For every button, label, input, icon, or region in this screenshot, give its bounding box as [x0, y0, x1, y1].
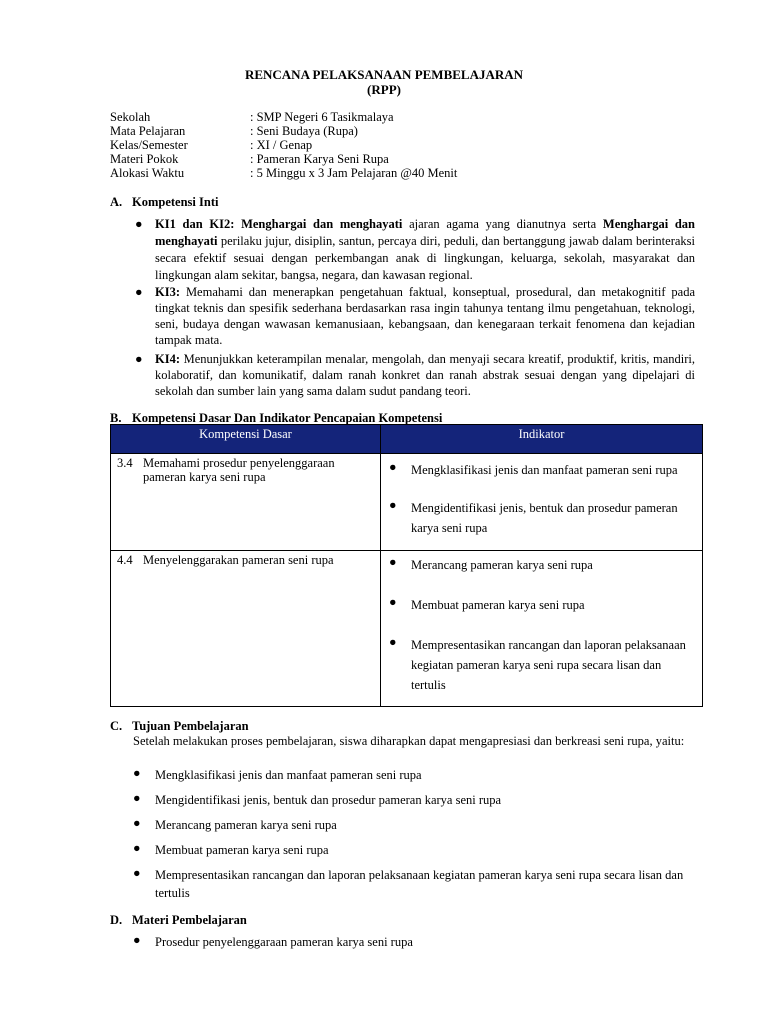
list-item — [381, 595, 702, 615]
ki4-item — [135, 351, 695, 399]
ki3-label: KI3: — [155, 285, 180, 299]
bullet-icon: ● — [389, 498, 397, 512]
bullet-icon: ● — [389, 595, 397, 609]
kd-text: Menyelenggarakan pameran seni rupa — [143, 553, 334, 567]
tujuan-intro: Setelah melakukan proses pembelajaran, siswa diharapkan dapat mengapresiasi dan berkreasi seni rupa, yaitu: — [133, 734, 685, 748]
info-value: : Seni Budaya (Rupa) — [250, 124, 358, 138]
list-item — [133, 791, 703, 809]
info-value: : XI / Genap — [250, 138, 313, 152]
bullet-icon: ● — [133, 791, 141, 805]
tujuan-text: Mengidentifikasi jenis, bentuk dan prosedur pameran karya seni rupa — [155, 793, 502, 807]
indikator-text: Mengidentifikasi jenis, bentuk dan prosedur pameran karya seni rupa — [411, 501, 678, 535]
list-item — [133, 766, 703, 784]
section-letter: A. — [110, 195, 123, 209]
table-header-row — [111, 425, 703, 454]
kd-cell — [111, 551, 381, 707]
title-line-1: RENCANA PELAKSANAAN PEMBELAJARAN — [244, 67, 524, 82]
bullet-icon: ● — [135, 285, 143, 299]
materi-text: Prosedur penyelenggaraan pameran karya seni rupa — [155, 935, 413, 949]
indikator-cell — [381, 551, 703, 707]
bullet-icon: ● — [133, 841, 141, 855]
tujuan-text: Mempresentasikan rancangan dan laporan pelaksanaan kegiatan pameran karya seni rupa secara lisan dan tertulis — [155, 868, 684, 900]
title-line-2: (RPP) — [367, 82, 401, 97]
bullet-icon: ● — [133, 766, 141, 780]
info-label: Materi Pokok — [110, 152, 179, 166]
indikator-text: Membuat pameran karya seni rupa — [411, 598, 585, 612]
info-value: : 5 Minggu x 3 Jam Pelajaran @40 Menit — [250, 166, 458, 180]
kd-cell — [111, 454, 381, 551]
ki1-bold-1: Menghargai dan menghayati — [241, 217, 403, 231]
indikator-text: Mengklasifikasi jenis dan manfaat pameran seni rupa — [411, 463, 678, 477]
tujuan-text: Membuat pameran karya seni rupa — [155, 843, 329, 857]
bullet-icon: ● — [133, 866, 141, 880]
tujuan-text: Mengklasifikasi jenis dan manfaat pameran seni rupa — [155, 768, 422, 782]
info-row-alokasi-waktu — [110, 166, 457, 180]
table-row — [111, 454, 703, 551]
info-label: Kelas/Semester — [110, 138, 188, 152]
table-row — [111, 551, 703, 707]
info-row-sekolah — [110, 110, 457, 124]
ki3-item — [135, 284, 695, 348]
kd-text: Memahami prosedur penyelenggaraan pameran karya seni rupa — [143, 456, 335, 484]
section-b-heading — [110, 411, 442, 425]
info-label: Mata Pelajaran — [110, 124, 186, 138]
ki4-label: KI4: — [155, 352, 180, 366]
ki1-bold-2: Menghargai dan menghayati — [155, 217, 696, 248]
list-item — [381, 555, 702, 575]
kd-number: 3.4 — [117, 456, 133, 470]
kd-number: 4.4 — [117, 553, 133, 567]
bullet-icon: ● — [133, 816, 141, 830]
section-letter: B. — [110, 411, 122, 425]
bullet-icon: ● — [389, 635, 397, 649]
bullet-icon: ● — [135, 352, 143, 366]
info-label: Alokasi Waktu — [110, 166, 185, 180]
info-row-mata-pelajaran — [110, 124, 457, 138]
ki1-label: KI1 dan KI2: — [155, 217, 235, 231]
list-item — [133, 866, 703, 902]
bullet-icon: ● — [133, 933, 141, 947]
section-letter: D. — [110, 913, 123, 927]
section-d-heading — [110, 913, 247, 927]
list-item — [381, 635, 702, 695]
section-title: Kompetensi Dasar Dan Indikator Pencapaian Kompetensi — [132, 411, 443, 425]
ki3-text — [155, 284, 695, 348]
list-item — [133, 816, 703, 834]
document-title — [0, 67, 768, 97]
ki1-ki2-text — [155, 216, 695, 284]
info-label: Sekolah — [110, 110, 151, 124]
section-title: Tujuan Pembelajaran — [132, 719, 249, 733]
section-letter: C. — [110, 719, 123, 733]
identity-table — [110, 110, 457, 180]
bullet-icon: ● — [135, 217, 143, 231]
info-row-materi-pokok — [110, 152, 457, 166]
indikator-text: Mempresentasikan rancangan dan laporan pelaksanaan kegiatan pameran karya seni rupa secara lisan dan tertulis — [411, 638, 686, 692]
header-indikator: Indikator — [381, 425, 703, 454]
ki4-body: Menunjukkan keterampilan menalar, mengolah, dan menyaji secara kreatif, produktif, kritis, mandiri, kolaboratif, dan komunikatif, dalam ranah konkret dan ranah abstrak sesuai dengan yang dipelajari di sekolah dan sumber lain yang sama dalam sudut pandang teori. — [155, 352, 695, 398]
list-item — [133, 933, 703, 951]
ki4-text — [155, 351, 695, 399]
section-title: Materi Pembelajaran — [132, 913, 247, 927]
section-title: Kompetensi Inti — [132, 195, 219, 209]
section-c-heading — [110, 719, 249, 733]
list-item — [381, 498, 702, 538]
ki1-text-2: perilaku jujur, disiplin, santun, percaya diri, peduli, dan bertanggung jawab dalam berinteraksi secara efektif sesuai dengan perkembangan anak di lingkungan, keluarga, sekolah, masyarakat dan lingkungan alam sekitar, bangsa, negara, dan kawasan regional. — [155, 234, 695, 282]
tujuan-text: Merancang pameran karya seni rupa — [155, 818, 337, 832]
info-value: : SMP Negeri 6 Tasikmalaya — [250, 110, 394, 124]
list-item — [381, 460, 702, 480]
indikator-text: Merancang pameran karya seni rupa — [411, 558, 593, 572]
bullet-icon: ● — [389, 460, 397, 474]
indikator-cell — [381, 454, 703, 551]
bullet-icon: ● — [389, 555, 397, 569]
info-row-kelas-semester — [110, 138, 457, 152]
header-kompetensi-dasar: Kompetensi Dasar — [111, 425, 381, 454]
section-a-heading — [110, 195, 218, 209]
kd-indikator-table — [110, 424, 703, 707]
ki1-ki2-item — [135, 216, 695, 284]
list-item — [133, 841, 703, 859]
ki1-text-1: ajaran agama yang dianutnya serta — [409, 217, 597, 231]
info-value: : Pameran Karya Seni Rupa — [250, 152, 389, 166]
ki3-body: Memahami dan menerapkan pengetahuan faktual, konseptual, prosedural, dan metakognitif pada tingkat teknis dan spesifik sederhana berdasarkan rasa ingin tahunya tentang ilmu pengetahuan, teknologi, seni, budaya dengan wawasan kemanusiaan, kebangsaan, dan kenegaraan terkait fenomena dan kejadian tampak mata. — [155, 285, 696, 347]
